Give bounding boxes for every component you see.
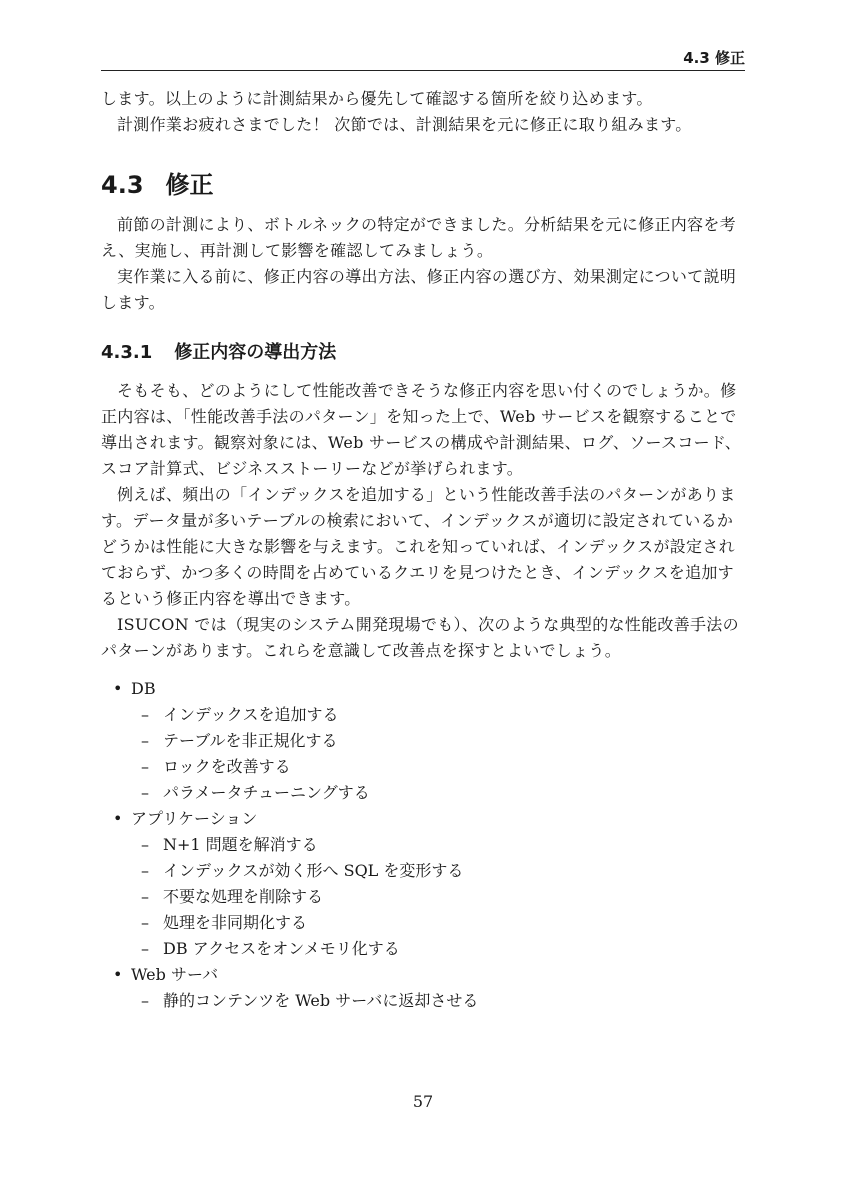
- list-item-text: N+1 問題を解消する: [163, 835, 318, 854]
- dash-icon: –: [141, 783, 149, 802]
- list-item-text: DB アクセスをオンメモリ化する: [163, 939, 400, 958]
- bullet-icon: •: [113, 965, 123, 984]
- intro-paragraph-1: します。以上のように計測結果から優先して確認する箇所を絞り込めます。: [101, 89, 653, 108]
- sub-list: [131, 832, 745, 962]
- page-number: 57: [412, 1092, 434, 1111]
- subsection-paragraph-3: ISUCON では（現実のシステム開発現場でも）、次のような典型的な性能改善手法のパターンがあります。これらを意識して改善点を探すとよいでしょう。: [101, 615, 739, 660]
- dash-icon: –: [141, 887, 149, 906]
- dash-icon: –: [141, 861, 149, 880]
- dash-icon: –: [141, 705, 149, 724]
- list-item-text: ロックを改善する: [163, 757, 291, 776]
- section-heading: [101, 168, 745, 202]
- list-item-text: 処理を非同期化する: [163, 913, 308, 932]
- subsection-paragraph-2: 例えば、頻出の「インデックスを追加する」という性能改善手法のパターンがあります。データ量が多いテーブルの検索において、インデックスが適切に設定されているかどうかは性能に大きな影響を与えます。これを知っていれば、インデックスが設定されておらず、かつ多くの時間を占めているクエリを見つけたとき、インデックスを追加するという修正内容を導出できます。: [101, 485, 736, 608]
- section-number: 4.3: [101, 171, 144, 199]
- list-group-label: アプリケーション: [131, 809, 258, 828]
- list-group-web-server: [113, 962, 745, 1014]
- list-item-text: 静的コンテンツを Web サーバに返却させる: [163, 991, 479, 1010]
- dash-icon: –: [141, 757, 149, 776]
- list-item: [141, 728, 745, 754]
- list-item-text: パラメータチューニングする: [163, 783, 370, 802]
- dash-icon: –: [141, 913, 149, 932]
- list-group-application: [113, 806, 745, 962]
- list-group-label: Web サーバ: [131, 965, 219, 984]
- bullet-icon: •: [113, 809, 123, 828]
- list-item: [141, 936, 745, 962]
- sub-list: [131, 702, 745, 806]
- sub-list: [131, 988, 745, 1014]
- section-paragraph-2: 実作業に入る前に、修正内容の導出方法、修正内容の選び方、効果測定について説明します。: [101, 267, 737, 312]
- subsection-number: 4.3.1: [101, 342, 153, 363]
- intro-paragraph-2: 計測作業お疲れさまでした！ 次節では、計測結果を元に修正に取り組みます。: [117, 115, 692, 134]
- list-item: [141, 702, 745, 728]
- list-item: [141, 884, 745, 910]
- list-item: [141, 858, 745, 884]
- list-item: [141, 988, 745, 1014]
- subsection-heading: [101, 338, 745, 368]
- list-item: [141, 910, 745, 936]
- dash-icon: –: [141, 939, 149, 958]
- list-item-text: 不要な処理を削除する: [163, 887, 324, 906]
- dash-icon: –: [141, 991, 149, 1010]
- bullet-icon: •: [113, 679, 123, 698]
- list-item: [141, 754, 745, 780]
- list-item-text: インデックスを追加する: [163, 705, 339, 724]
- list-item-text: テーブルを非正規化する: [163, 731, 338, 750]
- running-header: [101, 46, 745, 71]
- list-group-db: [113, 676, 745, 806]
- list-item-text: インデックスが効く形へ SQL を変形する: [163, 861, 464, 880]
- section-paragraph-1: 前節の計測により、ボトルネックの特定ができました。分析結果を元に修正内容を考え、実施し、再計測して影響を確認してみましょう。: [101, 215, 736, 260]
- dash-icon: –: [141, 731, 149, 750]
- section-title: 修正: [165, 171, 214, 199]
- list-group-label: DB: [131, 679, 156, 698]
- subsection-paragraph-1: そもそも、どのようにして性能改善できそうな修正内容を思い付くのでしょうか。修正内容は、「性能改善手法のパターン」を知った上で、Web サービスを観察することで導出されます。観察対象には、Web サービスの構成や計測結果、ログ、ソースコード、スコア計算式、ビジネスストーリーなどが挙げられます。: [101, 381, 742, 478]
- list-item: [141, 832, 745, 858]
- subsection-title: 修正内容の導出方法: [174, 342, 337, 363]
- list-item: [141, 780, 745, 806]
- running-header-title: 4.3 修正: [683, 49, 745, 67]
- page-body: [101, 86, 745, 1014]
- technique-list: [101, 676, 745, 1014]
- dash-icon: –: [141, 835, 149, 854]
